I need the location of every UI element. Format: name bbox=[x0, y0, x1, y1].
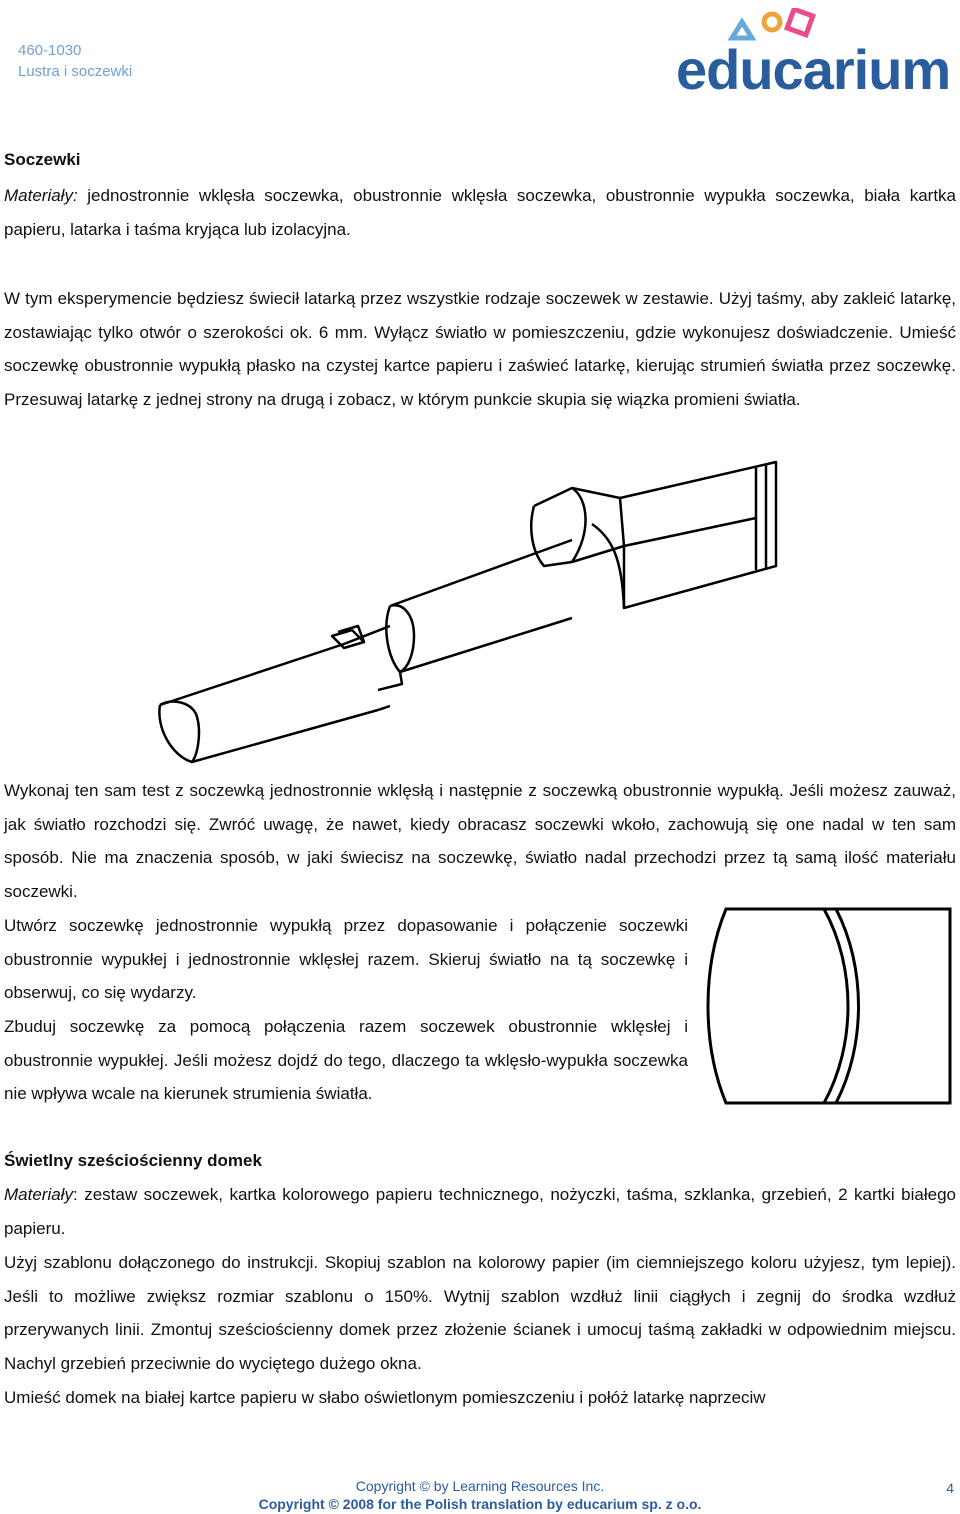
experiment-paragraph: W tym eksperymencie będziesz świecił latarką przez wszystkie rodzaje soczewek w zestawie. Użyj taśmy, aby zakleić latarkę, zostawiając tylko otwór o szerokości ok. 6 mm. Wyłącz światło w pomieszczeniu, gdzie wykonujesz doświadczenie. Umieść soczewkę obustronnie wypukłą płasko na czystej kartce papieru i zaświeć latarkę, kierując strumień światła przez soczewkę. Przesuwaj latarkę z jednej strony na drugą i zobacz, w którym punkcie skupia się wiązka promieni światła. bbox=[4, 289, 956, 409]
concave-convex-paragraph: Zbuduj soczewkę za pomocą połączenia razem soczewek obustronnie wklęsłej i obustronnie wypukłej. Jeśli możesz dojdź do tego, dlaczego ta wklęsło-wypukła soczewka nie wpływa wcale na kierunek strumienia światła. bbox=[4, 1017, 688, 1103]
house-placement-paragraph: Umieść domek na białej kartce papieru w słabo oświetlonym pomieszczeniu i połóż latarkę naprzeciw bbox=[4, 1388, 766, 1407]
section-title-lenses: Soczewki bbox=[4, 150, 81, 169]
plano-convex-paragraph: Utwórz soczewkę jednostronnie wypukłą przez dopasowanie i połączenie soczewki obustronnie wypukłej i jednostronnie wklęsłej razem. Skieruj światło na tą soczewkę i obserwuj, co się wydarzy. bbox=[4, 916, 688, 1002]
flashlight-icon bbox=[159, 540, 572, 762]
house-materials-paragraph bbox=[4, 1178, 956, 1245]
header-code: 460-1030 bbox=[18, 42, 82, 59]
footer-copyright-original: Copyright © by Learning Resources Inc. bbox=[355, 1478, 605, 1494]
materials-paragraph bbox=[4, 179, 956, 246]
educarium-logo bbox=[676, 8, 951, 101]
header-subtitle: Lustra i soczewki bbox=[18, 63, 133, 80]
materials-text: jednostronnie wklęsła soczewka, obustronnie wklęsła soczewka, obustronnie wypukła soczewka, biała kartka papieru, latarka i taśma kryjąca lub izolacyjna. bbox=[4, 186, 956, 239]
logo-text: educarium bbox=[676, 38, 951, 101]
page-number: 4 bbox=[946, 1480, 954, 1496]
materials-label: Materiały: bbox=[4, 186, 78, 205]
section-title-house: Świetlny sześciościenny domek bbox=[4, 1151, 262, 1170]
house-materials-text: : zestaw soczewek, kartka kolorowego papieru technicznego, nożyczki, taśma, szklanka, grzebień, 2 kartki białego papieru. bbox=[4, 1185, 956, 1238]
test-paragraph: Wykonaj ten sam test z soczewką jednostronnie wklęsłą i następnie z soczewką obustronnie wypukłą. Jeśli możesz zauważ, jak światło rozchodzi się. Zwróć uwagę, że nawet, kiedy obracasz soczewki wkoło, zachowują się one nadal w ten sam sposób. Nie ma znaczenia sposób, w jaki świecisz na soczewkę, światło nadal przechodzi przez tą samą ilość materiału soczewki. bbox=[4, 781, 956, 901]
house-materials-label: Materiały bbox=[4, 1185, 73, 1204]
template-paragraph: Użyj szablonu dołączonego do instrukcji. Skopiuj szablon na kolorowy papier (im ciemniejszego koloru użyjesz, tym lepiej). Jeśli to możliwe zwiększ rozmiar szablonu o 150%. Wytnij szablon wzdłuż linii ciągłych i zegnij do środka wzdłuż przerywanych linii. Zmontuj sześciościenny domek przez złożenie ścianek i umocuj taśmą zakładki w odpowiednim miejscu. Nachyl grzebień przeciwnie do wyciętego dużego okna. bbox=[4, 1253, 956, 1373]
flashlight-with-lens-illustration bbox=[152, 458, 784, 768]
combined-lens-diagram bbox=[706, 905, 956, 1107]
lens-holder-icon bbox=[531, 462, 776, 608]
footer-copyright-translation: Copyright © 2008 for the Polish translation by educarium sp. z o.o. bbox=[258, 1496, 702, 1512]
